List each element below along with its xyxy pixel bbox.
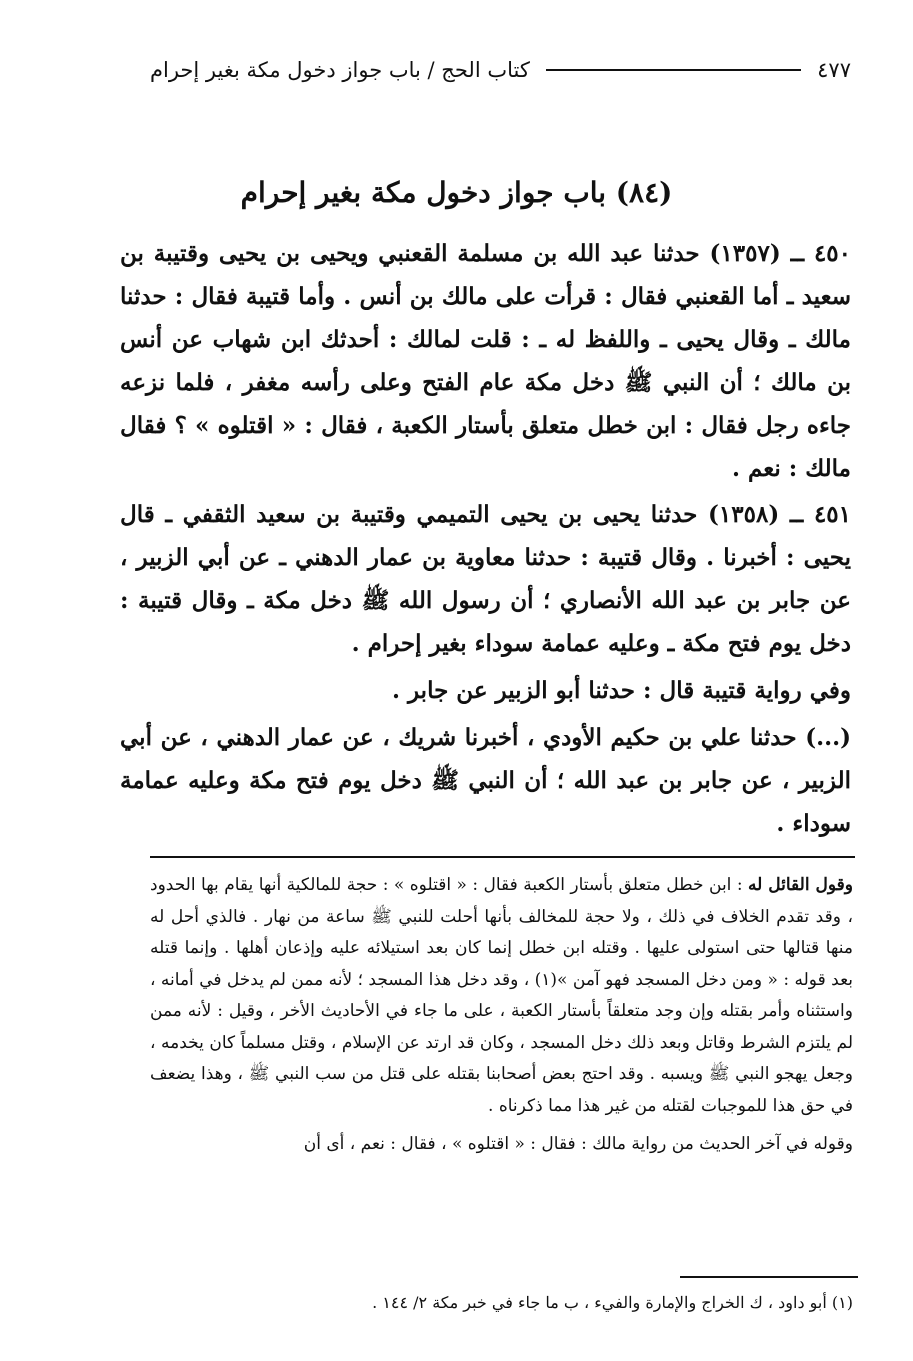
hadith-451-sanad2: (...) حدثنا علي بن حكيم الأودي ، أخبرنا شريك ، عن عمار الدهني ، عن أبي الزبير ، عن جابر بن عبد الله ؛ أن النبي ﷺ دخل يوم فتح مكة وعليه عمامة سوداء . <box>120 724 851 837</box>
commentary-lead: وقول القائل له <box>748 875 853 895</box>
commentary-paragraph-1 <box>150 870 853 1122</box>
hadith-450-text: ٤٥٠ ــ (١٣٥٧) حدثنا عبد الله بن مسلمة القعنبي ويحيى بن يحيى وقتيبة بن سعيد ـ أما القعنبي فقال : قرأت على مالك بن أنس . وأما قتيبة فقال : حدثنا مالك ـ وقال يحيى ـ واللفظ له ـ : قلت لمالك : أحدثك ابن شهاب عن أنس بن مالك ؛ أن النبي ﷺ دخل مكة عام الفتح وعلى رأسه مغفر ، فلما نزعه جاءه رجل فقال : ابن خطل متعلق بأستار الكعبة ، فقال : « اقتلوه » ؟ فقال مالك : نعم . <box>120 240 851 482</box>
hadith-450 <box>120 232 851 490</box>
page-number: ٤٧٧ <box>817 58 851 82</box>
chapter-title: (٨٤) باب جواز دخول مكة بغير إحرام <box>240 176 673 209</box>
hadith-451-riwaya: وفي رواية قتيبة قال : حدثنا أبو الزبير عن جابر . <box>391 677 851 704</box>
commentary-para1-body: : ابن خطل متعلق بأستار الكعبة فقال : « اقتلوه » : حجة للمالكية أنها يقام بها الحدود ، وقد تقدم الخلاف في ذلك ، ولا حجة للمخالف بأنها أحلت للنبي ﷺ ساعة من نهار . فالذي أحل له منها قتالها حتى استولى عليها . وقتله ابن خطل إنما كان بعد استيلائه عليه وإذعان أهلها . وإنما قتله بعد قوله : « ومن دخل المسجد فهو آمن »(١) ، وقد دخل هذا المسجد ؛ لأنه ممن لم يدخل في أمانه ، واستثناه وأمر بقتله وإن وجد متعلقاً بأستار الكعبة ، على ما جاء في الأحاديث الأخر ، وقيل : لأنه ممن لم يلتزم الشرط وقاتل وبعد ذلك دخل المسجد ، وكان قد ارتد عن الإسلام ، وقتل مسلماً كان يخدمه ، وجعل يهجو النبي ﷺ ويسبه . وقد احتج بعض أصحابنا بقتله على قتل من سب النبي ﷺ ، وهذا يضعف في حق هذا للموجبات لقتله من غير هذا مما ذكرناه . <box>150 875 853 1116</box>
footnote: (١) أبو داود ، ك الخراج والإمارة والفيء ، ب ما جاء في خبر مكة ٢/ ١٤٤ . <box>372 1293 853 1312</box>
running-title: كتاب الحج / باب جواز دخول مكة بغير إحرام <box>150 58 530 82</box>
hadith-451-text: ٤٥١ ــ (١٣٥٨) حدثنا يحيى بن يحيى التميمي وقتيبة بن سعيد الثقفي ـ قال يحيى : أخبرنا . وقال قتيبة : حدثنا معاوية بن عمار الدهني ـ عن أبي الزبير ، عن جابر بن عبد الله الأنصاري ؛ أن رسول الله ﷺ دخل مكة ـ وقال قتيبة : دخل يوم فتح مكة ـ وعليه عمامة سوداء بغير إحرام . <box>120 501 851 657</box>
commentary <box>150 870 853 1161</box>
hadith-451 <box>120 493 851 845</box>
commentary-paragraph-2: وقوله في آخر الحديث من رواية مالك : فقال : « اقتلوه » ، فقال : نعم ، أى أن <box>303 1134 853 1154</box>
running-head <box>150 58 851 82</box>
header-rule <box>546 69 801 71</box>
text-divider <box>150 856 855 858</box>
footnote-rule <box>680 1276 858 1278</box>
